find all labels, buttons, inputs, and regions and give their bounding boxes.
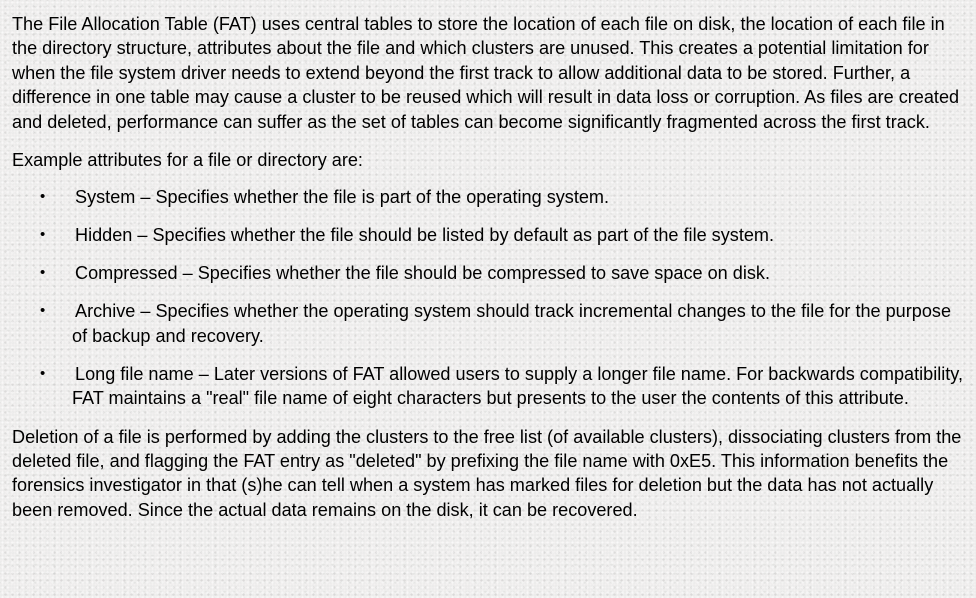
list-item [12, 362, 968, 411]
bullet-icon: • [40, 364, 46, 382]
deletion-paragraph: Deletion of a file is performed by adding the clusters to the free list (of available clusters), dissociating clusters from the deleted file, and flagging the FAT entry as "deleted" by prefixing the file name with 0xE5. This information benefits the forensics investigator in that (s)he can tell when a system has marked files for deletion but the data has not actually been removed. Since the actual data remains on the disk, it can be recovered. [12, 426, 962, 520]
bullet-icon: • [40, 226, 46, 244]
list-item [12, 299, 968, 348]
list-item [12, 261, 968, 285]
document-content [12, 12, 968, 522]
attribute-archive-text: Archive – Specifies whether the operating system should track incremental changes to the file for the purpose of backup and recovery. [72, 301, 952, 346]
attribute-list [12, 185, 968, 410]
attribute-system-text: System – Specifies whether the file is part of the operating system. [75, 187, 610, 208]
list-item [12, 223, 968, 247]
bullet-icon: • [40, 302, 46, 320]
attribute-compressed-text: Compressed – Specifies whether the file should be compressed to save space on disk. [75, 263, 770, 284]
attribute-long-file-name-text: Long file name – Later versions of FAT allowed users to supply a longer file name. For backwards compatibility, FAT maintains a "real" file name of eight characters but presents to the user the contents of this attribute. [72, 363, 964, 409]
bullet-icon: • [40, 264, 46, 282]
fat-overview-paragraph: The File Allocation Table (FAT) uses central tables to store the location of each file on disk, the location of each file in the directory structure, attributes about the file and which clusters are unused. This creates a potential limitation for when the file system driver needs to extend beyond the first track to allow additional data to be stored. Further, a difference in one table may cause a cluster to be reused which will result in data loss or corruption. As files are created and deleted, performance can suffer as the set of tables can become significantly fragmented across the first track. [12, 14, 960, 132]
list-item [12, 185, 968, 209]
attributes-intro-paragraph: Example attributes for a file or directory are: [12, 150, 363, 171]
attribute-hidden-text: Hidden – Specifies whether the file should be listed by default as part of the file system. [75, 225, 775, 246]
bullet-icon: • [40, 188, 46, 206]
